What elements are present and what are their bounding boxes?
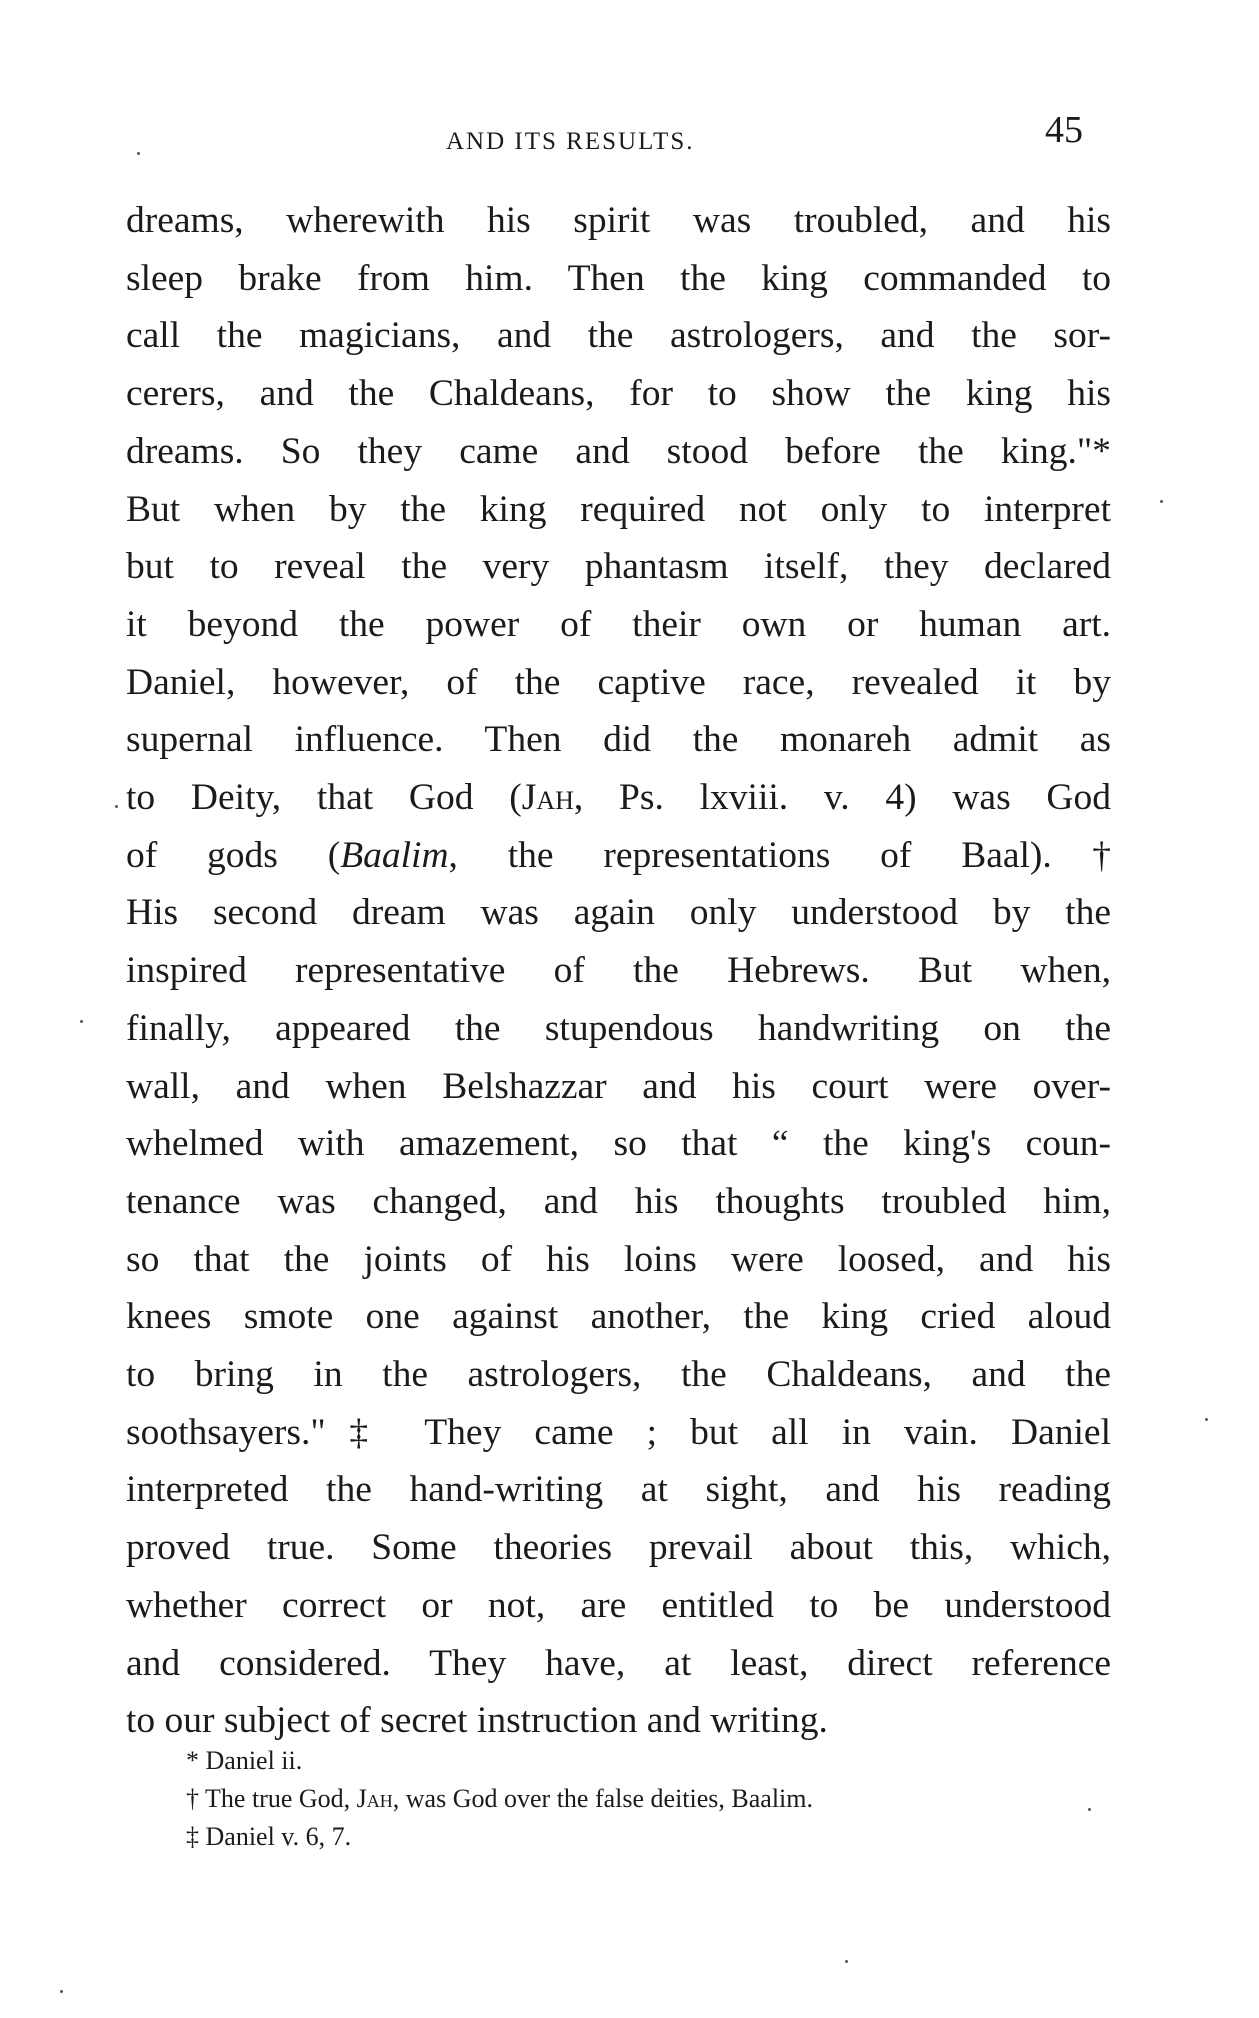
- text-line-baalim: [126, 827, 1111, 885]
- footnote-text: Daniel v. 6, 7.: [205, 1822, 352, 1851]
- footnote-2: [186, 1780, 1106, 1818]
- footnote-mark: *: [186, 1746, 199, 1775]
- paper-speck: [115, 805, 118, 808]
- footnote-mark: ‡: [186, 1822, 199, 1851]
- text-line: But when by the king required not only to interpret: [126, 488, 1111, 530]
- footnote-text: , was God over the false deities, Baalim.: [392, 1784, 813, 1813]
- footnote-text: Daniel ii.: [205, 1746, 303, 1775]
- text-line: knees smote one against another, the king cried aloud: [126, 1296, 1111, 1338]
- text-line: tenance was changed, and his thoughts troubled him,: [126, 1180, 1111, 1222]
- line-segment: to Deity, that God (: [126, 777, 522, 819]
- paper-speck: [1205, 1418, 1208, 1421]
- line-segment: , the representations of Baal).†: [448, 834, 1111, 876]
- text-line: inspired representative of the Hebrews. But when,: [126, 950, 1111, 992]
- text-line: wall, and when Belshazzar and his court were over-: [126, 1065, 1111, 1107]
- text-line: interpreted the hand-writing at sight, and his reading: [126, 1469, 1111, 1511]
- text-line: dreams, wherewith his spirit was troubled, and his: [126, 200, 1111, 241]
- line-segment: of gods (: [126, 834, 341, 876]
- text-line: whelmed with amazement, so that “ the king's coun-: [126, 1123, 1111, 1165]
- footnote-text: The true God,: [205, 1784, 357, 1813]
- baalim-italic: Baalim: [340, 834, 449, 876]
- text-line: to our subject of secret instruction and writing.: [126, 1700, 828, 1742]
- line-segment: , Ps. lxviii. v. 4) was God: [573, 777, 1112, 819]
- running-head: AND ITS RESULTS.: [446, 128, 695, 155]
- text-line: cerers, and the Chaldeans, for to show the king his: [126, 373, 1111, 415]
- text-line: it beyond the power of their own or human art.: [126, 603, 1111, 645]
- text-line: supernal influence. Then did the monareh admit as: [126, 719, 1111, 761]
- text-line: Daniel, however, of the captive race, revealed it by: [126, 661, 1111, 703]
- footnotes: [186, 1742, 1106, 1856]
- text-line: sleep brake from him. Then the king commanded to: [126, 257, 1111, 299]
- footnote-3: [186, 1818, 1106, 1856]
- footnote-jah: Jah: [356, 1784, 393, 1813]
- text-line: but to reveal the very phantasm itself, they declared: [126, 546, 1111, 588]
- text-line: His second dream was again only understood by the: [126, 892, 1111, 934]
- paper-speck: [1160, 500, 1163, 503]
- page-number: 45: [1045, 109, 1083, 151]
- text-line: proved true. Some theories prevail about this, which,: [126, 1527, 1111, 1569]
- text-line: to bring in the astrologers, the Chaldeans, and the: [126, 1354, 1111, 1396]
- footnote-mark: †: [186, 1784, 199, 1813]
- paper-speck: [60, 1990, 63, 1993]
- text-line: so that the joints of his loins were loosed, and his: [126, 1238, 1111, 1280]
- footnote-1: [186, 1742, 1106, 1780]
- text-line: finally, appeared the stupendous handwriting on the: [126, 1007, 1111, 1049]
- paper-speck: [80, 1020, 83, 1023]
- text-line: whether correct or not, are entitled to be understood: [126, 1584, 1111, 1626]
- paper-speck: [1088, 1808, 1091, 1811]
- text-line: and considered. They have, at least, direct reference: [126, 1642, 1111, 1684]
- text-line: call the magicians, and the astrologers, and the sor-: [126, 315, 1111, 357]
- paper-speck: [137, 152, 140, 155]
- body-paragraph: [126, 192, 1111, 1750]
- jah-small-caps: Jah: [521, 777, 574, 819]
- text-line-jah: [126, 769, 1111, 827]
- text-line: soothsayers."‡ They came ; but all in vain. Daniel: [126, 1411, 1111, 1453]
- text-line: dreams. So they came and stood before the king."*: [126, 430, 1111, 472]
- paper-speck: [845, 1960, 848, 1963]
